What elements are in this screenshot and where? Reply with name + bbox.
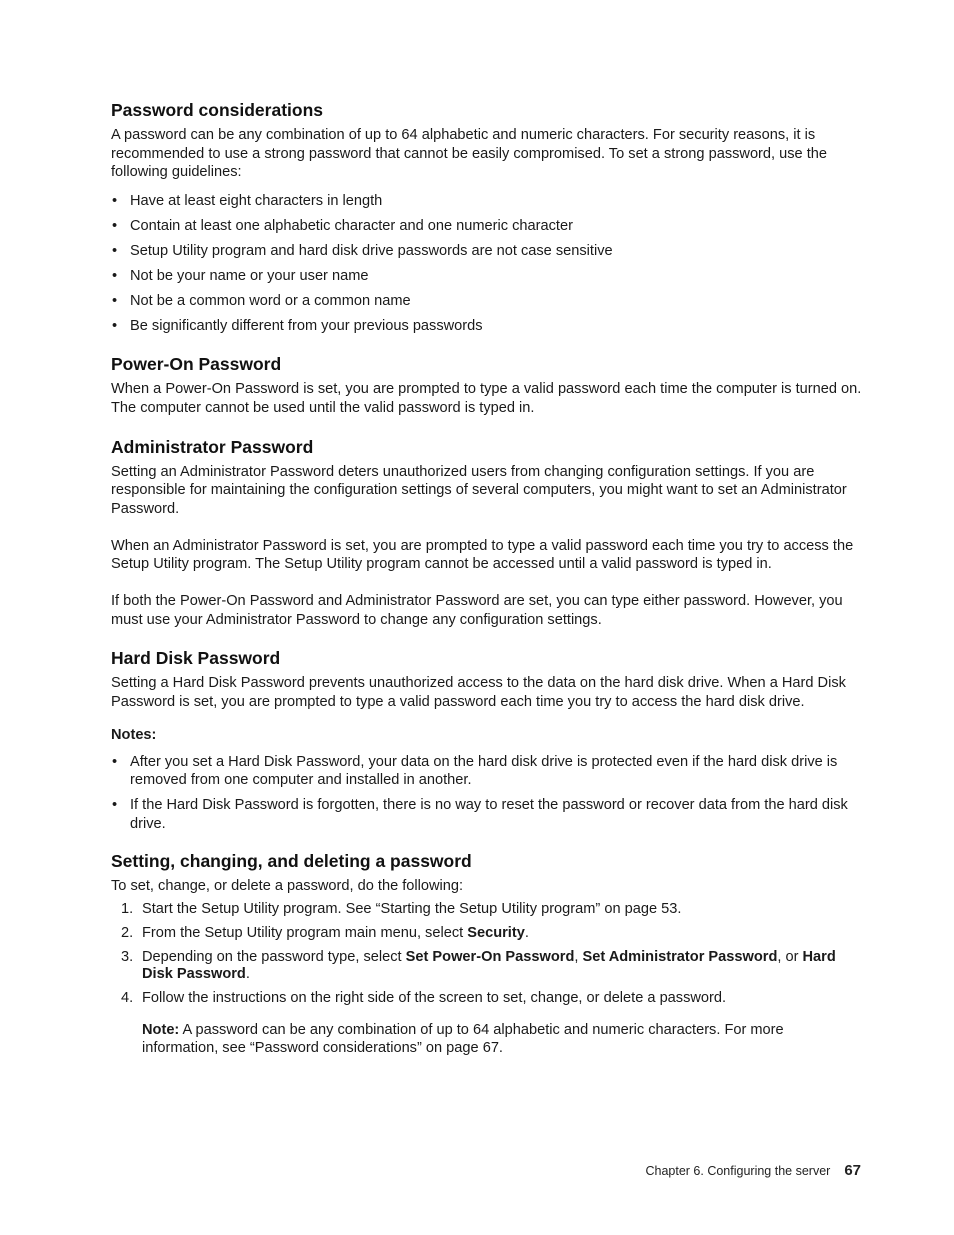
bullet-icon: •	[112, 318, 118, 335]
bullet-icon: •	[112, 293, 118, 310]
page-footer	[645, 1162, 861, 1179]
list-item: • After you set a Hard Disk Password, your data on the hard disk drive is protected even if the hard disk drive is removed from one computer and installed in another.	[112, 753, 838, 789]
list-item: • Not be a common word or a common name	[112, 293, 411, 310]
footer-chapter: Chapter 6. Configuring the server	[645, 1164, 831, 1178]
steps-list	[111, 901, 863, 1007]
paragraph-admin-3: If both the Power-On Password and Administrator Password are set, you can type either password. However, you must use your Administrator Password to change any configuration settings.	[111, 593, 843, 628]
list-item: • Setup Utility program and hard disk drive passwords are not case sensitive	[112, 243, 613, 260]
page-number: 67	[844, 1162, 861, 1179]
notes-label: Notes:	[111, 726, 157, 743]
bullet-icon: •	[112, 193, 118, 210]
step-note: Note: A password can be any combination of up to 64 alphabetic and numeric characters. For more information, see “Password considerations” on page 67.	[142, 1022, 784, 1056]
list-item: • If the Hard Disk Password is forgotten, there is no way to reset the password or recover data from the hard disk drive.	[112, 796, 848, 832]
list-item: 4. Follow the instructions on the right side of the screen to set, change, or delete a password.	[121, 990, 727, 1007]
paragraph-hard-disk: Setting a Hard Disk Password prevents unauthorized access to the data on the hard disk drive. When a Hard Disk Password is set, you are prompted to type a valid password each time you try to access the hard disk drive.	[111, 675, 846, 711]
bullet-icon: •	[112, 268, 118, 285]
paragraph-setting-intro: To set, change, or delete a password, do the following:	[111, 878, 464, 895]
notes-list	[111, 753, 863, 834]
list-item: • Have at least eight characters in length	[112, 193, 383, 210]
heading-administrator-password: Administrator Password	[111, 436, 314, 457]
bullet-icon: •	[112, 218, 118, 235]
paragraph-admin-1: Setting an Administrator Password deters unauthorized users from changing configuration settings. If you are responsible for maintaining the configuration settings of several computers, you might want to set an Administrator Password.	[111, 463, 847, 517]
bullet-icon: •	[112, 753, 118, 770]
heading-setting-password: Setting, changing, and deleting a password	[111, 851, 472, 872]
list-item: 1. Start the Setup Utility program. See “Starting the Setup Utility program” on page 53.	[121, 901, 682, 918]
paragraph-admin-2: When an Administrator Password is set, you are prompted to type a valid password each time you try to access the Setup Utility program. The Setup Utility program cannot be accessed until a valid password is typed in.	[111, 537, 854, 573]
bullet-icon: •	[112, 796, 118, 813]
page-content	[111, 100, 863, 1057]
bullet-icon: •	[112, 243, 118, 260]
list-item: • Be significantly different from your previous passwords	[112, 318, 483, 335]
heading-hard-disk-password: Hard Disk Password	[111, 648, 281, 669]
list-item: • Not be your name or your user name	[112, 268, 369, 285]
list-item: 3. Depending on the password type, select Set Power-On Password, Set Administrator Password, or Hard Disk Password.	[121, 949, 836, 983]
heading-password-considerations: Password considerations	[111, 100, 324, 120]
guidelines-list	[111, 192, 863, 336]
list-item: 2. From the Setup Utility program main menu, select Security.	[121, 925, 529, 942]
heading-power-on-password: Power-On Password	[111, 354, 282, 375]
paragraph-password-intro: A password can be any combination of up to 64 alphabetic and numeric characters. For security reasons, it is recommended to use a strong password that cannot be easily compromised. To set a strong password, use the following guidelines:	[111, 127, 828, 181]
paragraph-power-on: When a Power-On Password is set, you are prompted to type a valid password each time the computer is turned on. The computer cannot be used until the valid password is typed in.	[111, 381, 862, 416]
list-item: • Contain at least one alphabetic character and one numeric character	[112, 218, 573, 235]
